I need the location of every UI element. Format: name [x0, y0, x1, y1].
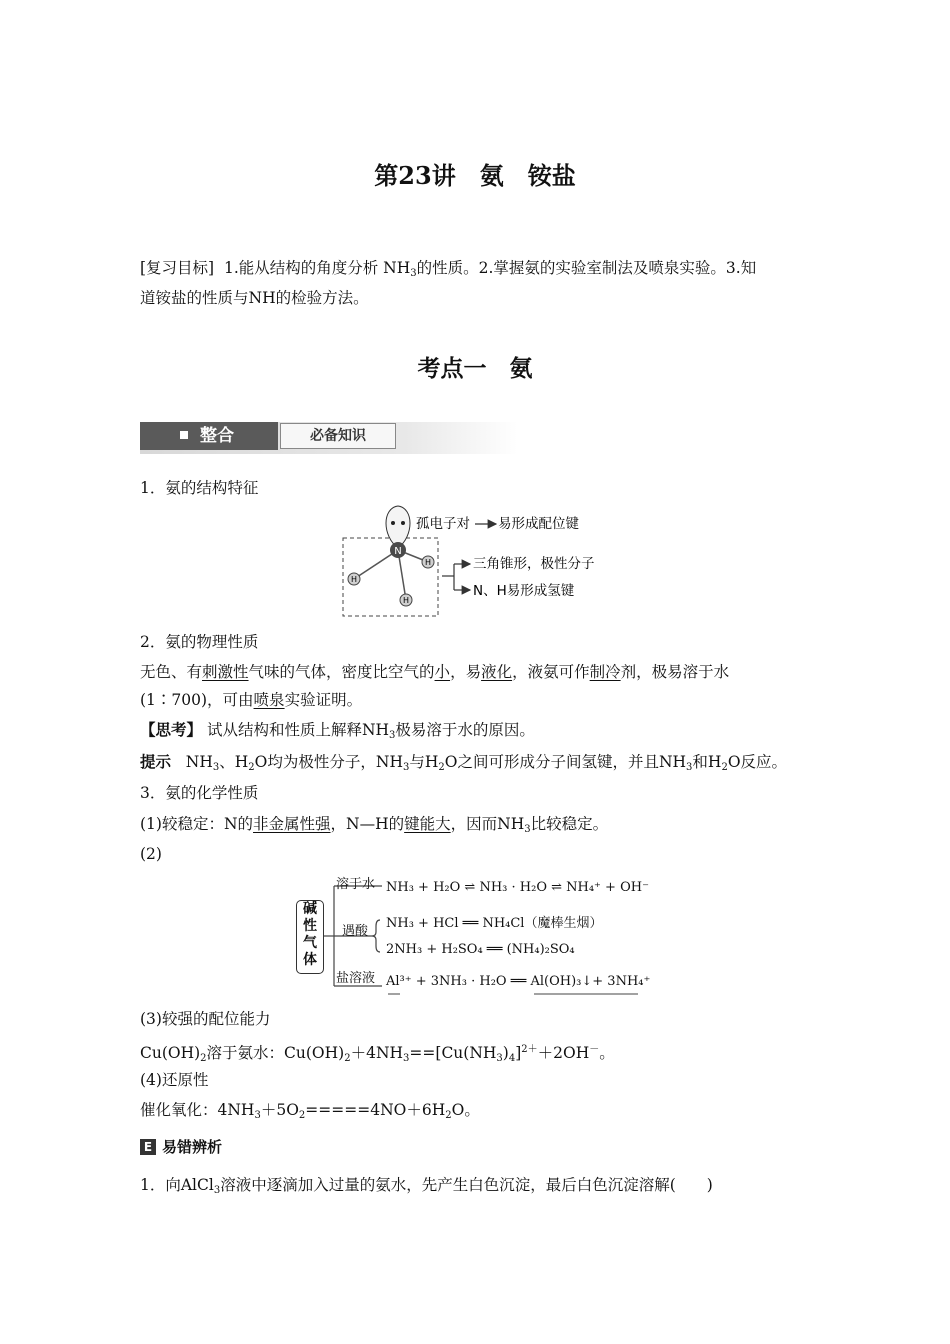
page-title: 第23讲 氨 铵盐: [374, 161, 576, 190]
branch-dissolve: 溶于水: [336, 877, 376, 892]
branch-acid: 遇酸: [342, 924, 369, 939]
svg-text:H: H: [350, 575, 358, 584]
think-label: 【思考】: [140, 720, 203, 739]
equation-al: Al³⁺ + 3NH₃ · H₂O ══ Al(OH)₃↓+ 3NH₄⁺: [386, 974, 651, 989]
objectives-label: [复习目标]: [140, 259, 215, 277]
think-line: 【思考】 试从结构和性质上解释$NH_3$极易溶于水的原因。: [140, 720, 535, 741]
hint-line: 提示 $NH_3$、$H_2O$均为极性分子，$NH_3$与$H_2O$之间可形成分子间氢键，并且$NH_3$和$H_2O$反应。: [140, 752, 788, 773]
objectives-line-1: [复习目标] 1.能从结构的角度分析 $NH_3$的性质。2.掌握氨的实验室制法及喷泉实验。3.知: [140, 259, 757, 279]
structure-heading: 1．氨的结构特征: [140, 479, 259, 497]
banner-dark-label: 整合: [140, 422, 278, 450]
physical-line-1: 无色、有刺激性气味的气体，密度比空气的小，易液化，液氨可作制冷剂，极易溶于水: [140, 663, 730, 681]
svg-text:N: N: [394, 546, 402, 557]
coordination-equation: $Cu(OH)_2$溶于氨水：$Cu(OH)_2+4NH_3==[Cu(NH_3)_4]^{2+}+2OH^-$。: [140, 1044, 615, 1064]
error-analysis-heading: 易错辨析: [162, 1138, 223, 1156]
branch-salt: 盐溶液: [336, 971, 376, 986]
reducibility-heading: (4)还原性: [140, 1071, 209, 1089]
chemical-heading: 3．氨的化学性质: [140, 784, 259, 802]
catalytic-oxidation-equation: 催化氧化：$4NH_3+5O_2=====4NO+6H_2O$。: [140, 1101, 480, 1121]
section-title: 考点一 氨: [417, 355, 533, 382]
ammonia-structure-diagram: [330, 502, 630, 620]
basic-gas-box: 碱 性 气 体: [296, 900, 324, 974]
error-analysis-icon: E: [140, 1139, 156, 1155]
hint-label: 提示: [140, 752, 172, 771]
svg-text:H: H: [424, 558, 432, 567]
objectives-line-2: 道铵盐的性质与NH的检验方法。: [140, 289, 369, 307]
square-icon: [180, 431, 188, 439]
physical-line-2: (1∶700)，可由喷泉实验证明。: [140, 691, 363, 709]
equation-dissolve: NH₃ + H₂O ⇌ NH₃ · H₂O ⇌ NH₄⁺ + OH⁻: [386, 880, 649, 895]
banner-light-label: 必备知识: [280, 423, 396, 449]
equation-h2so4: 2NH₃ + H₂SO₄ ══ (NH₄)₂SO₄: [386, 942, 575, 957]
chemical-line-2: (2): [140, 845, 162, 863]
shape-label: 三角锥形，极性分子: [473, 556, 595, 572]
lone-pair-label: 孤电子对: [416, 516, 470, 532]
hbond-label: N、H易形成氢键: [473, 583, 575, 599]
physical-heading: 2．氨的物理性质: [140, 633, 259, 651]
chemical-line-1: (1)较稳定：N的非金属性强，N—H的键能大，因而$NH_3$比较稳定。: [140, 815, 609, 835]
svg-text:H: H: [402, 596, 410, 605]
error-question-1: 1．向AlCl$_3$溶液中逐滴加入过量的氨水，先产生白色沉淀，最后白色沉淀溶解( ): [140, 1176, 713, 1196]
lone-pair-result: 易形成配位键: [498, 516, 579, 532]
lone-pair-lobe: [386, 506, 410, 548]
coordination-heading: (3)较强的配位能力: [140, 1010, 271, 1028]
equation-hcl: NH₃ + HCl ══ NH₄Cl（魔棒生烟）: [386, 916, 603, 931]
